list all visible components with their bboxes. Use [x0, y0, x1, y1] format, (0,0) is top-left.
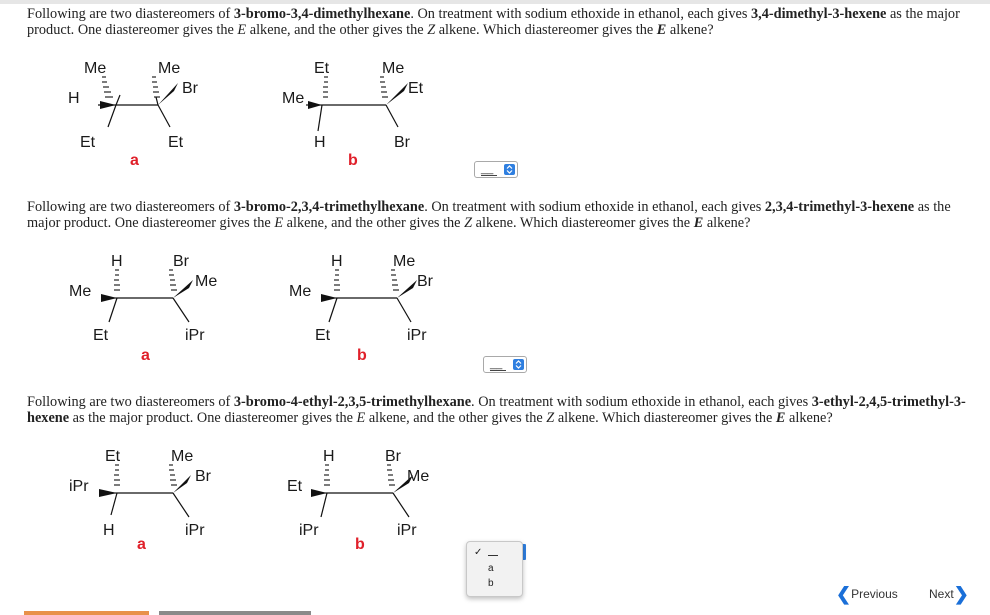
q3-answer-dropdown[interactable] — [466, 541, 523, 597]
q1a-top-right: Me — [158, 60, 181, 77]
q1a-bottom-right: Et — [168, 134, 184, 151]
q1a-right: Br — [182, 80, 198, 97]
q3b-top-right: Br — [385, 448, 401, 465]
q1-answer-select[interactable] — [474, 161, 518, 178]
q2-label-a: a — [141, 347, 150, 364]
bottom-button-orange[interactable] — [24, 611, 149, 615]
select-arrows-icon — [513, 359, 524, 370]
q3b-top-left: H — [323, 448, 335, 465]
bottom-button-gray[interactable] — [159, 611, 311, 615]
q1-label-b: b — [348, 152, 358, 169]
q2b-right: Br — [417, 273, 433, 290]
q1a-bottom-left: Et — [80, 134, 96, 151]
question-1-text: Following are two diastereomers of 3-bromo-3,4-dimethylhexane. On treatment with sodium ethoxide in ethanol, each gives 3,4-dimethyl-3-hexene as the major product. One diastereomer gives the E alkene, and the other gives the Z alkene. Which diastereomer gives the E alkene? — [27, 6, 960, 38]
q2b-top-left: H — [331, 253, 343, 270]
q3a-bottom-right: iPr — [185, 522, 205, 539]
blank-option-line — [488, 555, 498, 556]
q1b-left: Me — [282, 90, 305, 107]
q1b-bottom-left: H — [314, 134, 326, 151]
q3-label-a: a — [137, 536, 146, 553]
q1-selected-value: __ — [481, 163, 497, 176]
q1b-right: Et — [408, 80, 424, 97]
q2a-left: Me — [69, 283, 92, 300]
q3a-top-left: Et — [105, 448, 121, 465]
dropdown-option-a[interactable]: a — [488, 563, 494, 574]
q1a-left: H — [68, 90, 80, 107]
q2b-top-right: Me — [393, 253, 416, 270]
q3b-left: Et — [287, 478, 303, 495]
select-arrows-icon — [504, 164, 515, 175]
q1b-bottom-right: Br — [394, 134, 410, 151]
q2a-right: Me — [195, 273, 218, 290]
chevron-left-icon: ❮ — [836, 584, 852, 604]
q2-selected-value: __ — [490, 358, 506, 371]
dropdown-option-b[interactable]: b — [488, 578, 494, 589]
q3a-left: iPr — [69, 478, 89, 495]
check-icon: ✓ — [474, 547, 483, 558]
q1-label-a: a — [130, 152, 139, 169]
q3a-right: Br — [195, 468, 211, 485]
question-3-text: Following are two diastereomers of 3-bromo-4-ethyl-2,3,5-trimethylhexane. On treatment with sodium ethoxide in ethanol, each gives 3-ethyl-2,4,5-trimethyl-3-hexene as the major product. One diastereomer gives the E alkene, and the other gives the Z alkene. Which diastereomer gives the E alkene? — [27, 394, 966, 426]
q3a-bottom-left: H — [103, 522, 115, 539]
next-button[interactable]: Next❯ — [929, 584, 969, 604]
q2b-left: Me — [289, 283, 312, 300]
top-divider — [0, 0, 990, 4]
q2b-bottom-left: Et — [315, 327, 331, 344]
q2-molecule-a — [65, 248, 235, 368]
question-2-text: Following are two diastereomers of 3-bromo-2,3,4-trimethylhexane. On treatment with sodium ethoxide in ethanol, each gives 2,3,4-trimethyl-3-hexene as the major product. One diastereomer gives the E alkene, and the other gives the Z alkene. Which diastereomer gives the E alkene? — [27, 199, 951, 231]
q1-molecule-a — [60, 55, 200, 175]
q3b-bottom-right: iPr — [397, 522, 417, 539]
q3-molecule-b — [285, 443, 455, 563]
q3-molecule-a — [65, 443, 235, 563]
q1a-top-left: Me — [84, 60, 107, 77]
q1b-top-left: Et — [314, 60, 330, 77]
q1b-top-right: Me — [382, 60, 405, 77]
q2a-top-right: Br — [173, 253, 189, 270]
q3a-top-right: Me — [171, 448, 194, 465]
q2-label-b: b — [357, 347, 367, 364]
chevron-right-icon: ❯ — [953, 584, 969, 604]
q2a-bottom-right: iPr — [185, 327, 205, 344]
dropdown-option-blank[interactable] — [467, 546, 522, 560]
q2a-top-left: H — [111, 253, 123, 270]
previous-button[interactable]: ❮Previous — [836, 584, 898, 604]
q3-label-b: b — [355, 536, 365, 553]
q3b-right: Me — [407, 468, 430, 485]
q3b-bottom-left: iPr — [299, 522, 319, 539]
q2b-bottom-right: iPr — [407, 327, 427, 344]
q2-answer-select[interactable] — [483, 356, 527, 373]
q2a-bottom-left: Et — [93, 327, 109, 344]
q2-molecule-b — [285, 248, 455, 368]
q1-molecule-b — [278, 55, 438, 175]
